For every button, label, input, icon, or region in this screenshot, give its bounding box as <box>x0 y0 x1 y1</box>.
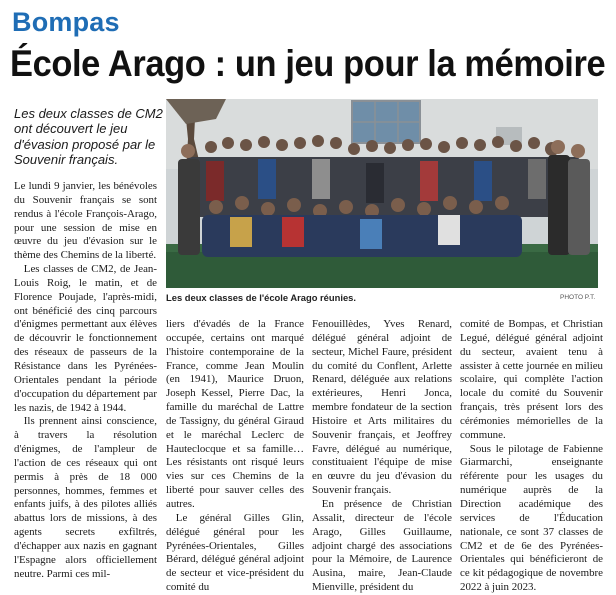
paragraph: En présence de Christian Assalit, directeur de l'école Arago, Gilles Guillaume, adjoint chargé des associations pour la Mémoire, de Laurence Ausina, maire, Jean-Claude Mienville, président du <box>312 497 452 594</box>
paragraph: comité de Bompas, et Christian Legué, délégué général adjoint du secteur, avaient tenu à assister à cette journée en milieu scolaire, qui complète l'action locale du comité du Souvenir français, très présent lors des cérémonies mémorielles de la commune. <box>460 318 603 441</box>
photo-credit: PHOTO P.T. <box>560 294 596 301</box>
group-photo-illustration <box>166 99 598 288</box>
article-column-4 <box>460 318 603 594</box>
paragraph: Fenouillèdes, Yves Renard, délégué général adjoint de secteur, Michel Faure, président du comité du Conflent, Arlette Renard, déléguée aux relations extérieures, Henri Jonca, membre fondateur de la section Histoire et Arts militaires du Souvenir français, et Jeoffrey Favre, délégué au numérique, constituaient l'équipe de mise en œuvre du jeu d'évasion du Souvenir français. <box>312 318 452 497</box>
photo-caption: Les deux classes de l'école Arago réunies. <box>166 292 356 303</box>
article-column-1 <box>14 180 157 580</box>
article-column-2 <box>166 318 304 594</box>
group-photo <box>166 99 598 288</box>
article-lede: Les deux classes de CM2 ont découvert le jeu d'évasion proposé par le Souvenir français. <box>14 106 163 167</box>
paragraph: Ils prennent ainsi conscience, à travers la résolution d'énigmes, de l'ampleur de l'action de ces réseaux qui ont permis à près de 18 000 personnes, hommes, femmes et enfants juifs, à des pilotes alliés abattus lors de missions, à des agents secrets exfiltrés, d'échapper aux nazis en gagnant l'Espagne alors officiellement neutre. Parmi ces mil- <box>14 415 157 580</box>
paragraph: Les classes de CM2, de Jean-Louis Roig, le matin, et de Florence Poujade, l'après-midi, ont bénéficié des cinq parcours d'énigmes permettant aux élèves de découvrir le fonctionnement des réseaux de passeurs de la Résistance dans les Pyrénées-Orientales pendant la période d'occupation du département par les nazis, de 1942 à 1944. <box>14 263 157 414</box>
paragraph: liers d'évadés de la France occupée, certains ont marqué l'histoire contemporaine de la France, comme Jean Moulin (en 1941), Maurice Druon, Joseph Kessel, Pierre Dac, la famille du maréchal de Lattre de Tassigny, du général Giraud et le maréchal Leclerc de Hauteclocque et sa famille… Les résistants ont risqué leurs vies sur ces Chemins de la liberté pour sauver celles des autres. <box>166 318 304 510</box>
paragraph: Sous le pilotage de Fabienne Giarmarchi, enseignante référente pour les usages du numérique auprès de la Direction académique des services de l'Éducation nationale, ce sont 37 classes de CM2 et de 6e des Pyrénées-Orientales qui bénéficieront de ce kit pédagogique de novembre 2022 à juin 2023. <box>460 442 603 594</box>
paragraph: Le général Gilles Glin, délégué général pour les Pyrénées-Orientales, Gilles Bérard, délégué général adjoint de secteur et vice-président du comité du <box>166 511 304 594</box>
article-headline: École Arago : un jeu pour la mémoire <box>10 43 606 84</box>
article-column-3 <box>312 318 452 594</box>
section-kicker: Bompas <box>12 7 120 37</box>
paragraph: Le lundi 9 janvier, les bénévoles du Souvenir français se sont rendus à l'école François-Arago, pour une session de mise en œuvre du jeu d'évasion sur le thème des Chemins de la liberté. <box>14 180 157 262</box>
